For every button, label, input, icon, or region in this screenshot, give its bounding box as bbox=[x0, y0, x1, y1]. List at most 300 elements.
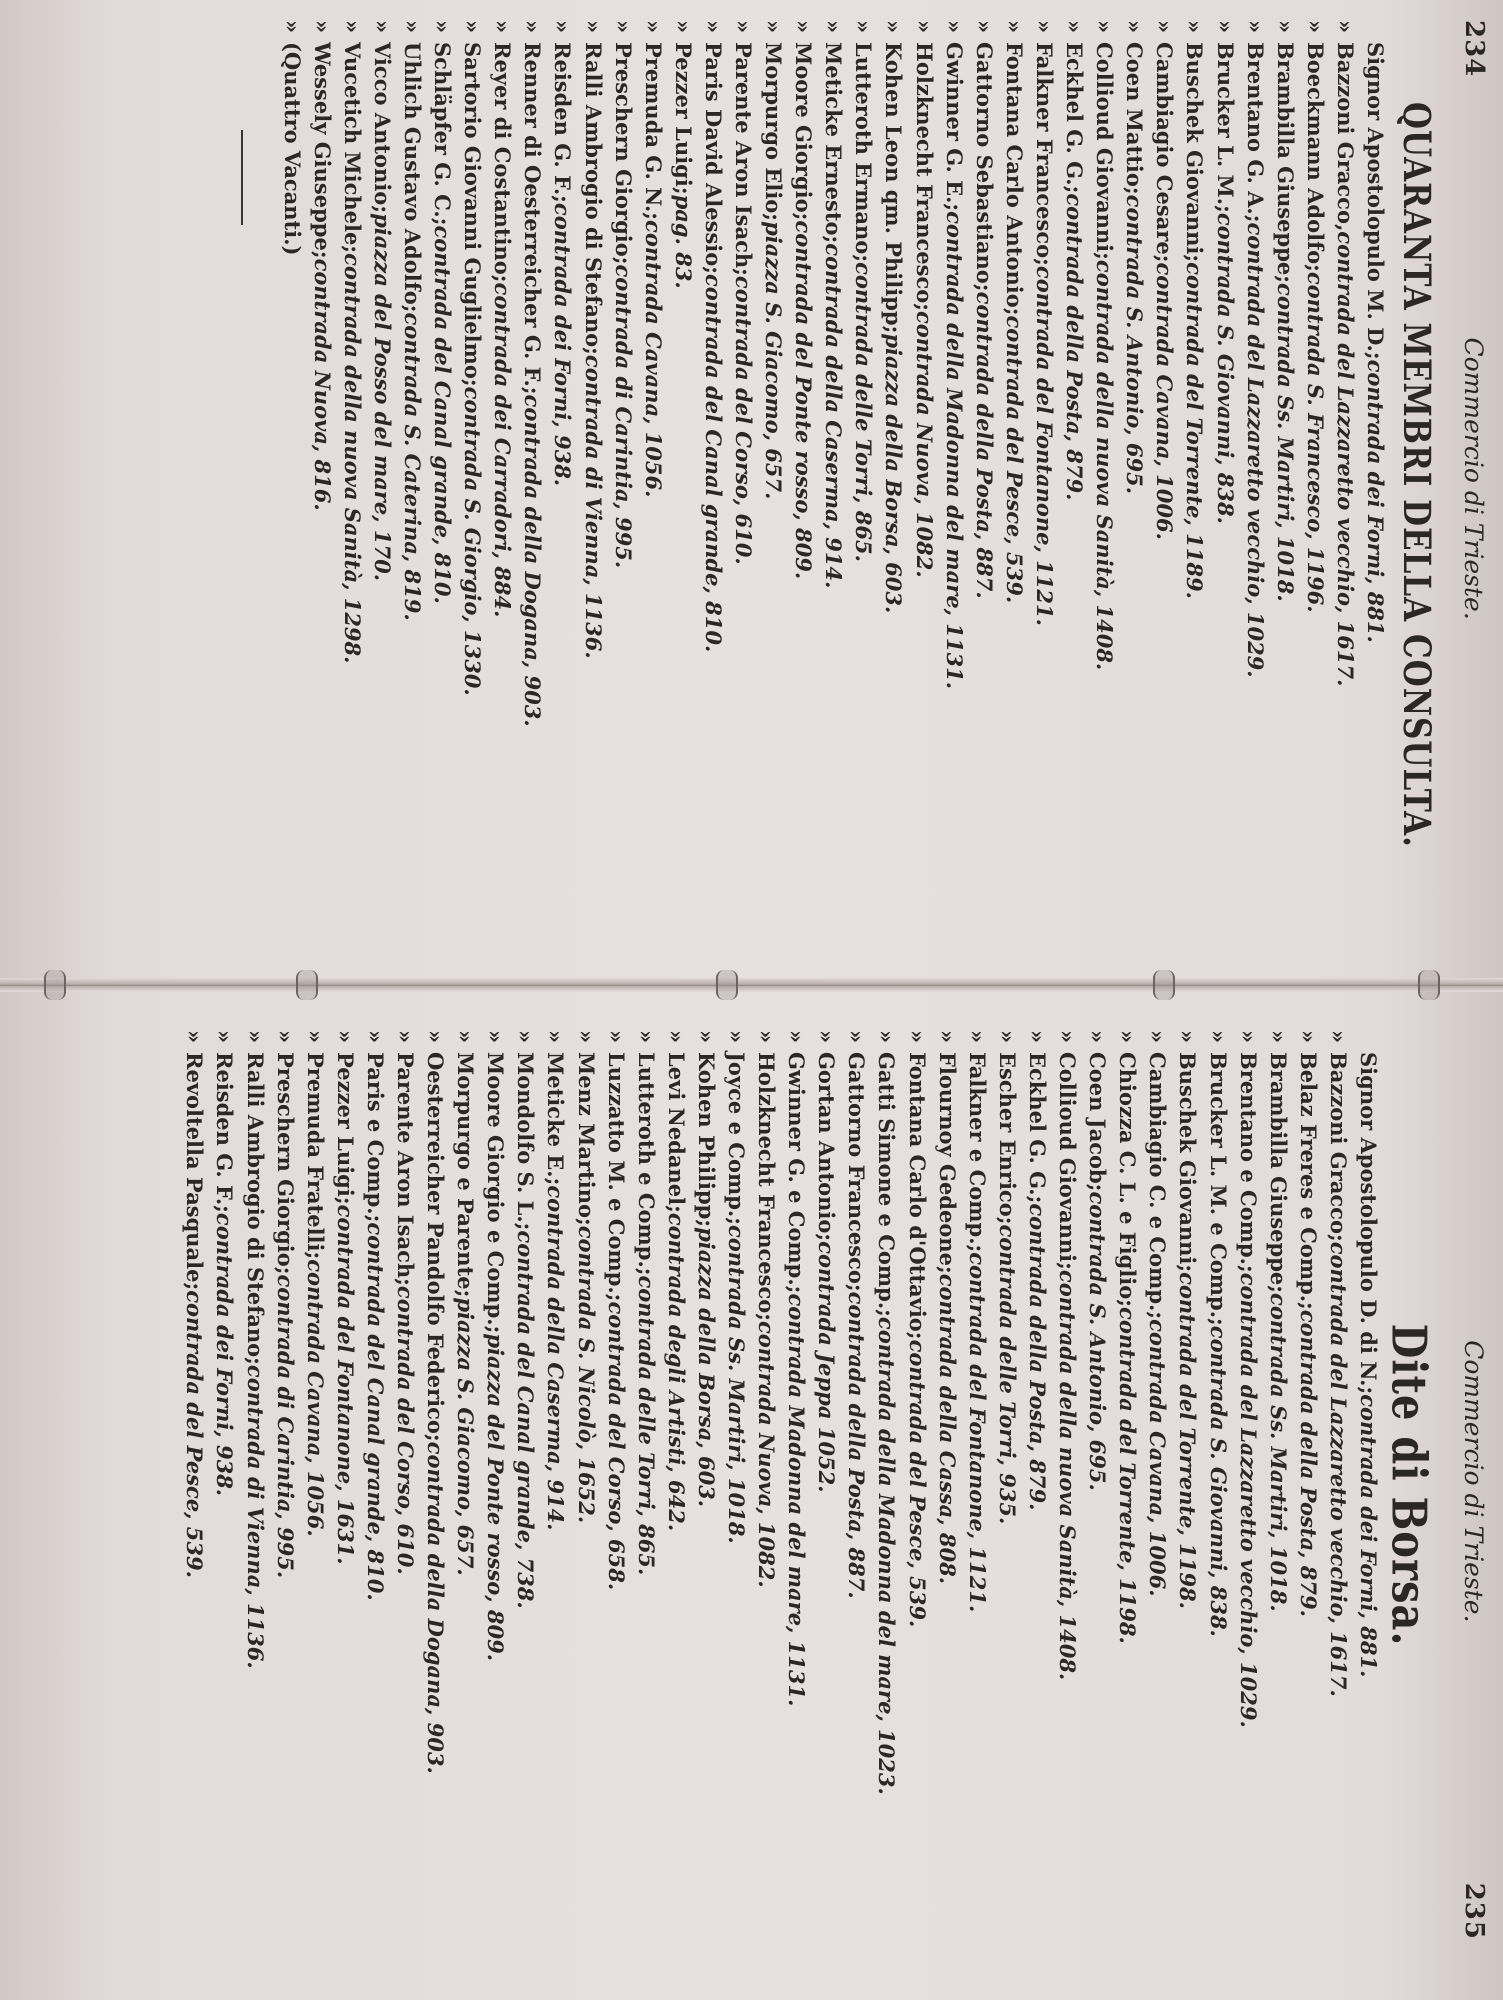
ditto-mark: » bbox=[302, 1030, 328, 1044]
ditto-mark: » bbox=[332, 1030, 358, 1044]
running-title: Commercio di Trieste. bbox=[1459, 337, 1489, 620]
entry-name: Wessely Giuseppe; bbox=[309, 42, 335, 259]
entry-name: Reisden G. F.; bbox=[212, 1052, 238, 1213]
entry-address: contrada Ss. Martiri, 1018. bbox=[1272, 283, 1298, 602]
entry-address: contrada delle Torri, 865. bbox=[633, 1275, 659, 1576]
entry-name: Falkner e Comp.; bbox=[964, 1052, 990, 1253]
ditto-mark: » bbox=[339, 20, 365, 34]
list-item bbox=[841, 1030, 871, 1940]
entry-address: contrada della Madonna del mare, 1023. bbox=[874, 1316, 900, 1795]
ditto-mark: » bbox=[550, 20, 576, 34]
entry-address: contrada dei Forni, 881. bbox=[1363, 359, 1388, 643]
entry-address: contrada della nuova Sanità, 1298. bbox=[339, 253, 365, 664]
section-heading: QUARANTA MEMBRI DELLA CONSULTA. bbox=[1394, 102, 1438, 848]
ditto-mark: » bbox=[490, 20, 516, 34]
list-item bbox=[1179, 20, 1209, 930]
list-item bbox=[1059, 20, 1089, 930]
ditto-mark: » bbox=[1205, 1030, 1231, 1044]
ditto-mark: » bbox=[851, 20, 877, 34]
ditto-mark: » bbox=[693, 1030, 719, 1044]
page-left-content bbox=[50, 0, 1500, 950]
list-item bbox=[1323, 1030, 1353, 1940]
entry-name: Lutteroth e Comp.; bbox=[633, 1052, 659, 1276]
entry-address: contrada del Canal grande, 810. bbox=[700, 274, 726, 653]
ditto-mark bbox=[1360, 20, 1390, 42]
ditto-mark: » bbox=[1242, 20, 1268, 34]
list-item bbox=[337, 20, 367, 930]
entry-address: contrada S. Giovanni, 838. bbox=[1212, 212, 1238, 524]
ditto-mark: » bbox=[761, 20, 787, 34]
list-item bbox=[179, 1030, 209, 1940]
entry-name: Moore Giorgio; bbox=[791, 42, 817, 221]
entry-address: contrada del Torrente, 1198. bbox=[1115, 1307, 1141, 1644]
entry-name: Bazzoni Gracco, bbox=[1332, 42, 1358, 232]
entry-address: piazza S. Giacomo, 657. bbox=[761, 221, 787, 500]
list-item bbox=[1112, 1030, 1142, 1940]
entry-address: contrada del Torrente, 1198. bbox=[1175, 1272, 1201, 1609]
entry-address: contrada del Canal grande, 810. bbox=[362, 1222, 388, 1601]
entry-name: Schläpfer G. C.; bbox=[430, 42, 456, 226]
entry-address: contrada della Posta, 879. bbox=[1062, 193, 1088, 501]
entry-address: contrada della Dogana, 903. bbox=[520, 394, 546, 727]
entry-name: Signor Apostolopulo D. di N.; bbox=[1356, 1052, 1381, 1395]
entry-address: contrada di Vienna, 1136. bbox=[242, 1364, 268, 1669]
ditto-mark: » bbox=[430, 20, 456, 34]
list-item bbox=[631, 1030, 661, 1940]
list-item bbox=[668, 20, 698, 930]
list-item bbox=[420, 1030, 450, 1940]
ditto-mark: » bbox=[821, 20, 847, 34]
entry-name: Flournoy Gedeone; bbox=[934, 1052, 960, 1274]
entry-name: Coen Jacob; bbox=[1085, 1052, 1111, 1192]
entry-name: Oesterreicher Pandolfo Federico; bbox=[423, 1052, 449, 1442]
entry-name: Brambilla Giuseppe; bbox=[1272, 42, 1298, 284]
ditto-mark: » bbox=[670, 20, 696, 34]
binding-stitch bbox=[716, 970, 738, 1000]
list-item bbox=[661, 1030, 691, 1940]
entry-name: Brucker L. M.; bbox=[1212, 42, 1238, 213]
end-rule bbox=[241, 130, 243, 225]
entry-name: Signor Apostolopulo M. D.; bbox=[1363, 42, 1388, 360]
entry-name: Eckhel G. G.; bbox=[1062, 42, 1088, 194]
list-item bbox=[728, 20, 758, 930]
entry-name: Joyce e Comp.; bbox=[724, 1052, 750, 1225]
ditto-mark: » bbox=[1182, 20, 1208, 34]
list-item bbox=[307, 20, 337, 930]
list-item bbox=[848, 20, 878, 930]
entry-address: contrada Cavana, 1006. bbox=[1145, 1319, 1171, 1597]
entry-address: contrada del Lazzaretto vecchio, 1617. bbox=[1325, 1241, 1351, 1697]
entry-name: Buschek Giovanni; bbox=[1175, 1052, 1201, 1273]
entry-name: Kohen Leon qm. Philipp; bbox=[881, 42, 907, 334]
entry-address: contrada dei Carradori, 884. bbox=[490, 282, 516, 618]
list-item bbox=[1330, 20, 1360, 930]
entry-address: contrada della nuova Sanità, 1408. bbox=[1092, 259, 1118, 671]
list-item bbox=[300, 1030, 330, 1940]
list-item bbox=[360, 1030, 390, 1940]
running-title: Commercio di Trieste. bbox=[1459, 1340, 1489, 1623]
list-item bbox=[962, 1030, 992, 1940]
list-item bbox=[397, 20, 427, 930]
entry-name: Meticke Ernesto; bbox=[821, 42, 847, 244]
list-item bbox=[1029, 20, 1059, 930]
list-item bbox=[781, 1030, 811, 1940]
ditto-mark: » bbox=[279, 20, 305, 34]
entry-address: contrada della Posta, 879. bbox=[1024, 1203, 1050, 1511]
entry-address: contrada Cavana, 1056. bbox=[302, 1259, 328, 1537]
ditto-mark: » bbox=[362, 1030, 388, 1044]
ditto-mark: » bbox=[1175, 1030, 1201, 1044]
entry-address: contrada della Cassa, 808. bbox=[934, 1273, 960, 1585]
list-item bbox=[517, 20, 547, 930]
ditto-mark: » bbox=[640, 20, 666, 34]
entry-address: contrada del Pesce, 539. bbox=[904, 1339, 930, 1628]
entry-address: contrada Madonna del mare, 1131. bbox=[784, 1293, 810, 1707]
entry-address: contrada del Canal grande, 738. bbox=[513, 1230, 539, 1609]
list-item bbox=[992, 1030, 1022, 1940]
list-item bbox=[577, 20, 607, 930]
entry-name: Levi Nedanel; bbox=[663, 1052, 689, 1213]
entry-name: Gwinner G. e Comp.; bbox=[784, 1052, 810, 1294]
list-item bbox=[450, 1030, 480, 1940]
firm-list bbox=[179, 1030, 1383, 1940]
list-item bbox=[721, 1030, 751, 1940]
entry-name: Brentano G. A.; bbox=[1242, 42, 1268, 223]
entry-name: Parente Aron Isach; bbox=[731, 42, 757, 276]
entry-name: Sartorio Giovanni Guglielmo; bbox=[460, 42, 486, 387]
ditto-mark: » bbox=[1152, 20, 1178, 34]
entry-name: Cambiagio C. e Comp.; bbox=[1145, 1052, 1171, 1320]
entry-name: Uhlich Gustavo Adolfo; bbox=[400, 42, 425, 313]
list-item bbox=[1052, 1030, 1082, 1940]
list-item bbox=[878, 20, 908, 930]
entry-address: piazza del Posso del mare, 170. bbox=[369, 213, 395, 581]
entry-address: contrada della nuova Sanità, 1408. bbox=[1055, 1269, 1081, 1681]
entry-address: contrada del Canal grande, 810. bbox=[430, 225, 456, 604]
book-fold bbox=[0, 978, 1503, 992]
entry-address: piazza del Ponte rosso, 809. bbox=[483, 1333, 509, 1662]
entry-name: Belaz Freres e Comp.; bbox=[1295, 1052, 1321, 1310]
list-item bbox=[540, 1030, 570, 1940]
ditto-mark: » bbox=[603, 1030, 629, 1044]
entry-address: contrada del Lazzaretto vecchio, 1029. bbox=[1242, 222, 1268, 678]
entry-name: Falkner Francesco; bbox=[1031, 42, 1057, 266]
ditto-mark: » bbox=[400, 20, 425, 34]
ditto-mark: » bbox=[754, 1030, 780, 1044]
list-item bbox=[1360, 20, 1390, 930]
ditto-mark: » bbox=[724, 1030, 750, 1044]
entry-address: contrada Nuova, 1082. bbox=[754, 1321, 780, 1588]
page-number: 235 bbox=[1459, 1882, 1489, 1940]
ditto-mark: » bbox=[814, 1030, 840, 1044]
entry-name: Luzzatto M. e Comp.; bbox=[603, 1052, 629, 1302]
list-item bbox=[1149, 20, 1179, 930]
ditto-mark: » bbox=[610, 20, 636, 34]
list-item bbox=[811, 1030, 841, 1940]
entry-name: Ralli Ambrogio di Stefano; bbox=[242, 1052, 268, 1365]
entry-address: contrada S. Caterina, 819. bbox=[400, 312, 425, 621]
member-list bbox=[277, 20, 1390, 930]
entry-name: Reyer di Costantino; bbox=[490, 42, 516, 283]
ditto-mark bbox=[1353, 1030, 1383, 1052]
list-item bbox=[1082, 1030, 1112, 1940]
ditto-mark: » bbox=[1332, 20, 1358, 34]
ditto-mark: » bbox=[393, 1030, 418, 1044]
ditto-mark: » bbox=[881, 20, 907, 34]
entry-address: contrada S. Antonio, 695. bbox=[1122, 194, 1148, 495]
list-item bbox=[427, 20, 457, 930]
ditto-mark: » bbox=[309, 20, 335, 34]
ditto-mark: » bbox=[1062, 20, 1088, 34]
entry-name: (Quattro Vacanti.) bbox=[279, 42, 305, 256]
ditto-mark: » bbox=[212, 1030, 238, 1044]
entry-name: Gatti Simone e Comp.; bbox=[874, 1052, 900, 1317]
ditto-mark: » bbox=[994, 1030, 1020, 1044]
running-head bbox=[1448, 1030, 1500, 1940]
ditto-mark: » bbox=[1055, 1030, 1081, 1044]
list-item bbox=[909, 20, 939, 930]
entry-address: contrada del Torrente, 1189. bbox=[1182, 262, 1208, 599]
entry-address: contrada della Madonna del mare, 1131. bbox=[941, 211, 967, 690]
entry-name: Chiozza C. L. e Figlio; bbox=[1115, 1052, 1141, 1308]
ditto-mark: » bbox=[573, 1030, 599, 1044]
list-item bbox=[1119, 20, 1149, 930]
list-item bbox=[1270, 20, 1300, 930]
entry-name: Meticke E.; bbox=[543, 1052, 569, 1186]
list-item bbox=[939, 20, 969, 930]
entry-name: Brambilla Giuseppe; bbox=[1265, 1052, 1291, 1294]
entry-address: contrada Ss. Martiri, 1018. bbox=[724, 1224, 750, 1544]
entry-address: contrada del Pesce, 539. bbox=[182, 1290, 208, 1578]
entry-address: contrada del Fontanone, 1121. bbox=[964, 1252, 990, 1613]
ditto-mark: » bbox=[633, 1030, 659, 1044]
ditto-mark: » bbox=[1295, 1030, 1321, 1044]
list-item bbox=[758, 20, 788, 930]
entry-name: Cambiagio Cesare; bbox=[1152, 42, 1178, 263]
ditto-mark: » bbox=[791, 20, 817, 34]
list-item bbox=[487, 20, 517, 930]
entry-address: contrada della Posta, 887. bbox=[844, 1291, 870, 1599]
entry-name: Vucetich Michele; bbox=[339, 42, 365, 254]
entry-name: Ralli Ambrogio di Stefano; bbox=[580, 42, 606, 355]
entry-address: contrada di Vienna, 1136. bbox=[580, 354, 606, 659]
entry-address: contrada della Caserma, 914. bbox=[543, 1185, 569, 1531]
list-item bbox=[510, 1030, 540, 1940]
list-item bbox=[270, 1030, 300, 1940]
entry-address: contrada di Carintia, 995. bbox=[272, 1274, 298, 1579]
list-item bbox=[818, 20, 848, 930]
entry-name: Paris David Alessio; bbox=[700, 42, 726, 275]
ditto-mark: » bbox=[1265, 1030, 1291, 1044]
entry-name: Reisden G. F.; bbox=[550, 42, 576, 203]
list-item bbox=[932, 1030, 962, 1940]
entry-name: Pezzer Luigi; bbox=[670, 42, 696, 195]
list-item bbox=[239, 1030, 269, 1940]
entry-address: piazza S. Giacomo, 657. bbox=[453, 1297, 479, 1576]
entry-address: contrada Cavana, 1006. bbox=[1152, 262, 1178, 540]
entry-address: contrada della Posta, 879. bbox=[1295, 1309, 1321, 1617]
ditto-mark: » bbox=[460, 20, 486, 34]
entry-name: Menz Martino; bbox=[573, 1052, 599, 1226]
ditto-mark: » bbox=[1212, 20, 1238, 34]
ditto-mark: » bbox=[453, 1030, 479, 1044]
ditto-mark: » bbox=[904, 1030, 930, 1044]
list-item bbox=[1022, 1030, 1052, 1940]
ditto-mark: » bbox=[513, 1030, 539, 1044]
ditto-mark: » bbox=[543, 1030, 569, 1044]
list-item bbox=[1172, 1030, 1202, 1940]
entry-name: Buschek Giovanni; bbox=[1182, 42, 1208, 263]
binding-stitch bbox=[44, 970, 66, 1000]
entry-name: Holzknecht Francesco; bbox=[754, 1052, 780, 1321]
list-item bbox=[902, 1030, 932, 1940]
entry-address: contrada del Lazzaretto vecchio, 1617. bbox=[1332, 231, 1358, 687]
binding-stitch bbox=[296, 970, 318, 1000]
entry-name: Vicco Antonio; bbox=[369, 42, 395, 214]
ditto-mark: » bbox=[911, 20, 937, 34]
list-item bbox=[547, 20, 577, 930]
entry-name: Premuda G. N.; bbox=[640, 42, 666, 221]
list-item bbox=[691, 1030, 721, 1940]
entry-address: contrada delle Torri, 865. bbox=[851, 262, 877, 562]
entry-name: Eckhel G. G.; bbox=[1024, 1052, 1050, 1204]
binding-stitch bbox=[1153, 970, 1175, 1000]
ditto-mark: » bbox=[971, 20, 997, 34]
entry-name: Morpurgo Elio; bbox=[761, 42, 787, 222]
entry-address: contrada del Fontanone, 1631. bbox=[332, 1204, 358, 1565]
entry-name: Morpurgo e Parente; bbox=[453, 1052, 479, 1298]
ditto-mark: » bbox=[242, 1030, 268, 1044]
ditto-mark: » bbox=[182, 1030, 208, 1044]
entry-name: Pezzer Luigi; bbox=[332, 1052, 358, 1205]
ditto-mark: » bbox=[700, 20, 726, 34]
page-right-content bbox=[60, 1010, 1500, 1960]
entry-name: Gortan Antonio; bbox=[814, 1052, 840, 1242]
page-right bbox=[60, 1010, 1500, 1960]
entry-address: contrada del Fontanone, 1121. bbox=[1031, 265, 1057, 626]
ditto-mark: » bbox=[483, 1030, 509, 1044]
list-item bbox=[608, 20, 638, 930]
entry-address: contrada del Corso, 658. bbox=[603, 1301, 629, 1591]
list-item bbox=[570, 1030, 600, 1940]
list-item bbox=[367, 20, 397, 930]
ditto-mark: » bbox=[1115, 1030, 1141, 1044]
entry-address: contrada del Ponte rosso, 809. bbox=[791, 220, 817, 580]
entry-name: Kohen Philipp; bbox=[693, 1052, 719, 1228]
entry-address: contrada S. Francesco, 1196. bbox=[1302, 271, 1328, 613]
entry-address: contrada Cavana, 1056. bbox=[640, 220, 666, 498]
entry-name: Boeckmann Adolfo; bbox=[1302, 42, 1328, 272]
entry-name: Lutteroth Ermano; bbox=[851, 42, 877, 263]
entry-name: Parente Aron Isach; bbox=[393, 1052, 418, 1286]
page-left bbox=[50, 0, 1500, 950]
entry-address: contrada del Corso, 610. bbox=[731, 275, 757, 565]
entry-address: contrada del Corso, 610. bbox=[393, 1285, 418, 1575]
entry-address: contrada delle Torri, 935. bbox=[994, 1224, 1020, 1525]
list-item bbox=[788, 20, 818, 930]
list-item bbox=[1300, 20, 1330, 930]
list-item bbox=[698, 20, 728, 930]
ditto-mark: » bbox=[874, 1030, 900, 1044]
entry-address: contrada della Dogana, 903. bbox=[423, 1441, 449, 1774]
entry-name: Escher Enrico; bbox=[994, 1052, 1020, 1225]
entry-address: contrada del Lazzaretto vecchio, 1029. bbox=[1235, 1272, 1261, 1728]
entry-name: Coen Mattio; bbox=[1122, 42, 1148, 195]
entry-name: Gattorno Francesco; bbox=[844, 1052, 870, 1292]
ditto-mark: » bbox=[1145, 1030, 1171, 1044]
entry-address: contrada Nuova, 816. bbox=[309, 258, 335, 511]
entry-name: Preschern Giorgio; bbox=[610, 42, 636, 265]
list-item bbox=[969, 20, 999, 930]
ditto-mark: » bbox=[731, 20, 757, 34]
ditto-mark: » bbox=[520, 20, 546, 34]
ditto-mark: » bbox=[1272, 20, 1298, 34]
list-item bbox=[1240, 20, 1270, 930]
list-item bbox=[209, 1030, 239, 1940]
list-item bbox=[1263, 1030, 1293, 1940]
list-item bbox=[277, 20, 307, 930]
list-item bbox=[480, 1030, 510, 1940]
list-item bbox=[1209, 20, 1239, 930]
entry-name: Fontana Carlo Antonio; bbox=[1001, 42, 1027, 316]
list-item bbox=[638, 20, 668, 930]
section-heading: Dite di Borsa. bbox=[1380, 1323, 1437, 1647]
page-number: 234 bbox=[1459, 20, 1489, 78]
ditto-mark: » bbox=[964, 1030, 990, 1044]
list-item bbox=[330, 1030, 360, 1940]
entry-address: contrada S. Giorgio, 1330. bbox=[460, 386, 486, 696]
entry-name: Collioud Giovanni; bbox=[1092, 42, 1118, 260]
list-item bbox=[1353, 1030, 1383, 1940]
entry-name: Preschern Giorgio; bbox=[272, 1052, 298, 1275]
entry-address: contrada Jeppa 1052. bbox=[814, 1241, 840, 1493]
ditto-mark: » bbox=[844, 1030, 870, 1044]
entry-name: Revoltella Pasquale; bbox=[182, 1052, 208, 1291]
entry-address: contrada S. Nicolò, 1652. bbox=[573, 1225, 599, 1524]
entry-address: contrada di Carintia, 995. bbox=[610, 264, 636, 569]
entry-address: contrada Nuova, 1082. bbox=[911, 311, 937, 578]
entry-name: Mondolfo S. L.; bbox=[513, 1052, 539, 1231]
ditto-mark: » bbox=[784, 1030, 810, 1044]
ditto-mark: » bbox=[1024, 1030, 1050, 1044]
entry-address: contrada della Posta, 887. bbox=[971, 291, 997, 599]
entry-address: piazza della Borsa, 603. bbox=[693, 1227, 719, 1508]
ditto-mark: » bbox=[369, 20, 395, 34]
entry-name: Collioud Giovanni; bbox=[1055, 1052, 1081, 1270]
entry-address: contrada S. Giovanni, 838. bbox=[1205, 1325, 1231, 1637]
list-item bbox=[1233, 1030, 1263, 1940]
entry-address: contrada dei Forni, 938. bbox=[212, 1212, 238, 1497]
ditto-mark: » bbox=[1085, 1030, 1111, 1044]
entry-name: Gattorno Sebastiano; bbox=[971, 42, 997, 292]
entry-name: Brentano e Comp.; bbox=[1235, 1052, 1261, 1273]
list-item bbox=[871, 1030, 901, 1940]
list-item bbox=[1293, 1030, 1323, 1940]
list-item bbox=[1142, 1030, 1172, 1940]
entry-address: contrada della Caserma, 914. bbox=[821, 243, 847, 589]
entry-address: contrada dei Forni, 881. bbox=[1356, 1394, 1381, 1678]
ditto-mark: » bbox=[272, 1030, 298, 1044]
list-item bbox=[751, 1030, 781, 1940]
list-item bbox=[999, 20, 1029, 930]
ditto-mark: » bbox=[934, 1030, 960, 1044]
ditto-mark: » bbox=[1001, 20, 1027, 34]
ditto-mark: » bbox=[1325, 1030, 1351, 1044]
entry-name: Fontana Carlo d'Ottavio; bbox=[904, 1052, 930, 1340]
running-head bbox=[1448, 20, 1500, 930]
entry-name: Premuda Fratelli; bbox=[302, 1052, 328, 1260]
entry-name: Holzknecht Francesco; bbox=[911, 42, 937, 311]
